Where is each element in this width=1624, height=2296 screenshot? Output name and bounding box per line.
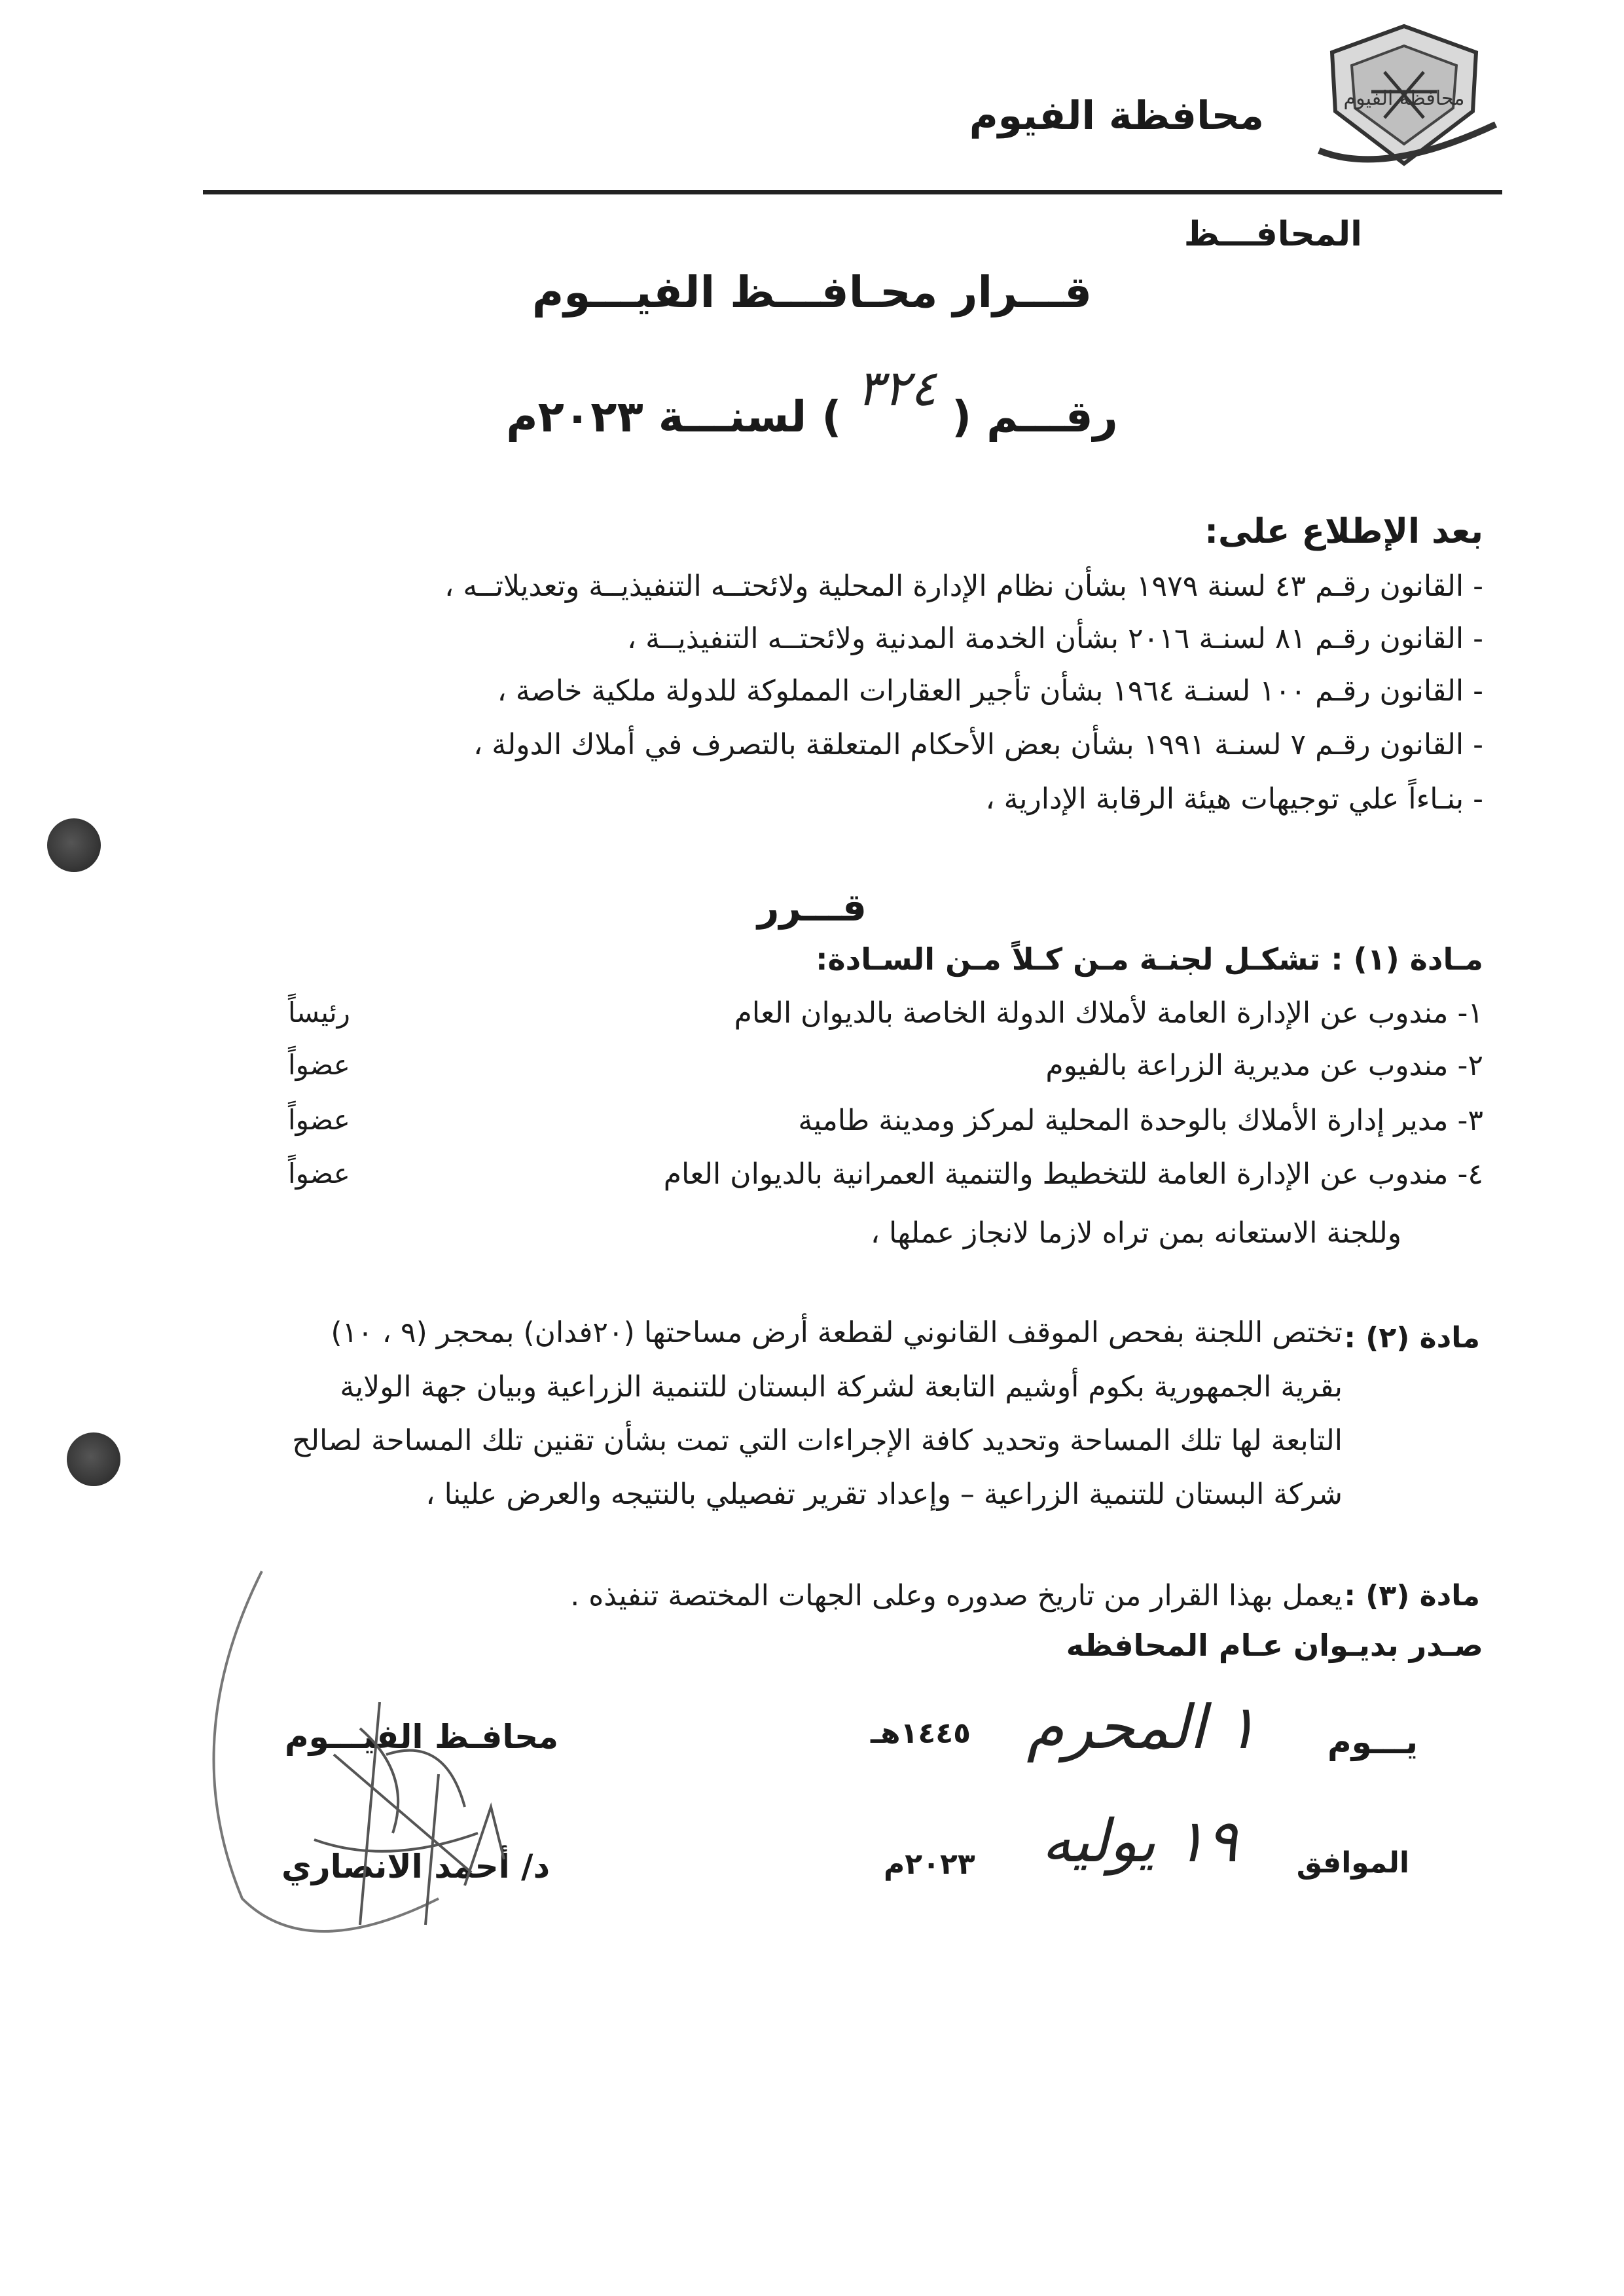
agreed-label: الموافق — [1296, 1846, 1409, 1880]
member-role: رئيساً — [288, 996, 350, 1029]
header-divider — [203, 190, 1502, 194]
article3-label: مادة (٣) : — [1344, 1579, 1480, 1613]
preamble-item: - القانون رقـم ٧ لسنـة ١٩٩١ بشأن بعض الأحكام المتعلقة بالتصرف في أملاك الدولة ، — [473, 728, 1483, 761]
signatory-name: د/ أحمد الانصاري — [281, 1848, 550, 1886]
member-item: ٣- مدير إدارة الأملاك بالوحدة المحلية لمركز ومدينة طامية — [798, 1104, 1483, 1137]
governorate-seal-icon — [1306, 13, 1502, 183]
member-item: ٤- مندوب عن الإدارة العامة للتخطيط والتنمية العمرانية بالديوان العام — [663, 1157, 1483, 1191]
preamble-item: - بنـاءاً علي توجيهات هيئة الرقابة الإدارية ، — [985, 782, 1483, 816]
decree-title: قـــرار محـافـــظ الفيـــوم — [532, 267, 1092, 318]
governorate-name: محافظة الفيوم — [969, 93, 1264, 139]
article2-label: مادة (٢) : — [1344, 1321, 1480, 1355]
member-item: ١- مندوب عن الإدارة العامة لأملاك الدولة الخاصة بالديوان العام — [734, 996, 1483, 1030]
svg-text:محافظة الفيوم: محافظة الفيوم — [1343, 87, 1465, 110]
preamble-item: - القانون رقـم ٤٣ لسنة ١٩٧٩ بشأن نظام الإدارة المحلية ولائحتــه التنفيذيــة وتعديلاتــه ، — [444, 570, 1483, 603]
decree-number-prefix: رقـــم ( — [951, 392, 1118, 442]
issued-line: صـدر بديـوان عـام المحافظه — [1066, 1628, 1483, 1663]
hijri-date-handwritten: ١ المحرم — [1026, 1692, 1257, 1762]
handwritten-signature-icon — [164, 1558, 530, 1964]
article3-text: يعمل بهذا القرار من تاريخ صدوره وعلى الجهات المختصة تنفيذه . — [570, 1579, 1343, 1613]
decree-number — [0, 359, 1624, 443]
preamble-item: - القانون رقـم ٨١ لسنـة ٢٠١٦ بشأن الخدمة المدنية ولائحتــه التنفيذيــة ، — [626, 622, 1483, 655]
office-label: المحافـــظ — [1183, 215, 1362, 254]
hijri-year: ١٤٤٥هـ — [871, 1717, 971, 1750]
gregorian-date-handwritten: ١٩ يوليه — [1041, 1807, 1238, 1876]
preamble-item: - القانون رقـم ١٠٠ لسنـة ١٩٦٤ بشأن تأجير العقارات المملوكة للدولة ملكية خاصة ، — [497, 674, 1483, 708]
article2-line: تختص اللجنة بفحص الموقف القانوني لقطعة أرض مساحتها (٢٠فدان) بمحجر (٩ ، ١٠) — [331, 1316, 1343, 1349]
member-role: عضواً — [288, 1049, 350, 1081]
punch-hole-top — [47, 818, 101, 872]
committee-note: وللجنة الاستعانه بمن تراه لازما لانجاز عملها ، — [870, 1216, 1401, 1250]
article1-heading: مـادة (١) : تشكـل لجنـة مـن كـلاً مـن السـادة: — [816, 941, 1483, 977]
article2-line: شركة البستان للتنمية الزراعية – وإعداد تقرير تفصيلي بالنتيجه والعرض علينا ، — [425, 1478, 1343, 1511]
punch-hole-bottom — [67, 1432, 120, 1486]
article2-line: التابعة لها تلك المساحة وتحديد كافة الإجراءات التي تمت بشأن تقنين تلك المساحة لصالح — [292, 1424, 1343, 1457]
day-label: يـــوم — [1327, 1723, 1418, 1761]
preamble-heading: بعد الإطلاع على: — [1204, 512, 1483, 551]
member-role: عضواً — [288, 1157, 350, 1190]
signatory-title: محافـظ الفيـــوم — [285, 1718, 559, 1756]
decree-number-suffix: ) لسنـــة ٢٠٢٣م — [506, 392, 842, 442]
member-role: عضواً — [288, 1104, 350, 1136]
decree-number-handwritten: ٣٢٤ — [856, 359, 937, 417]
decision-heading: قـــرر — [757, 885, 867, 930]
gregorian-year: ٢٠٢٣م — [884, 1848, 975, 1881]
article2-line: بقرية الجمهورية بكوم أوشيم التابعة لشركة البستان للتنمية الزراعية وبيان جهة الولاية — [340, 1370, 1343, 1404]
member-item: ٢- مندوب عن مديرية الزراعة بالفيوم — [1045, 1049, 1483, 1082]
